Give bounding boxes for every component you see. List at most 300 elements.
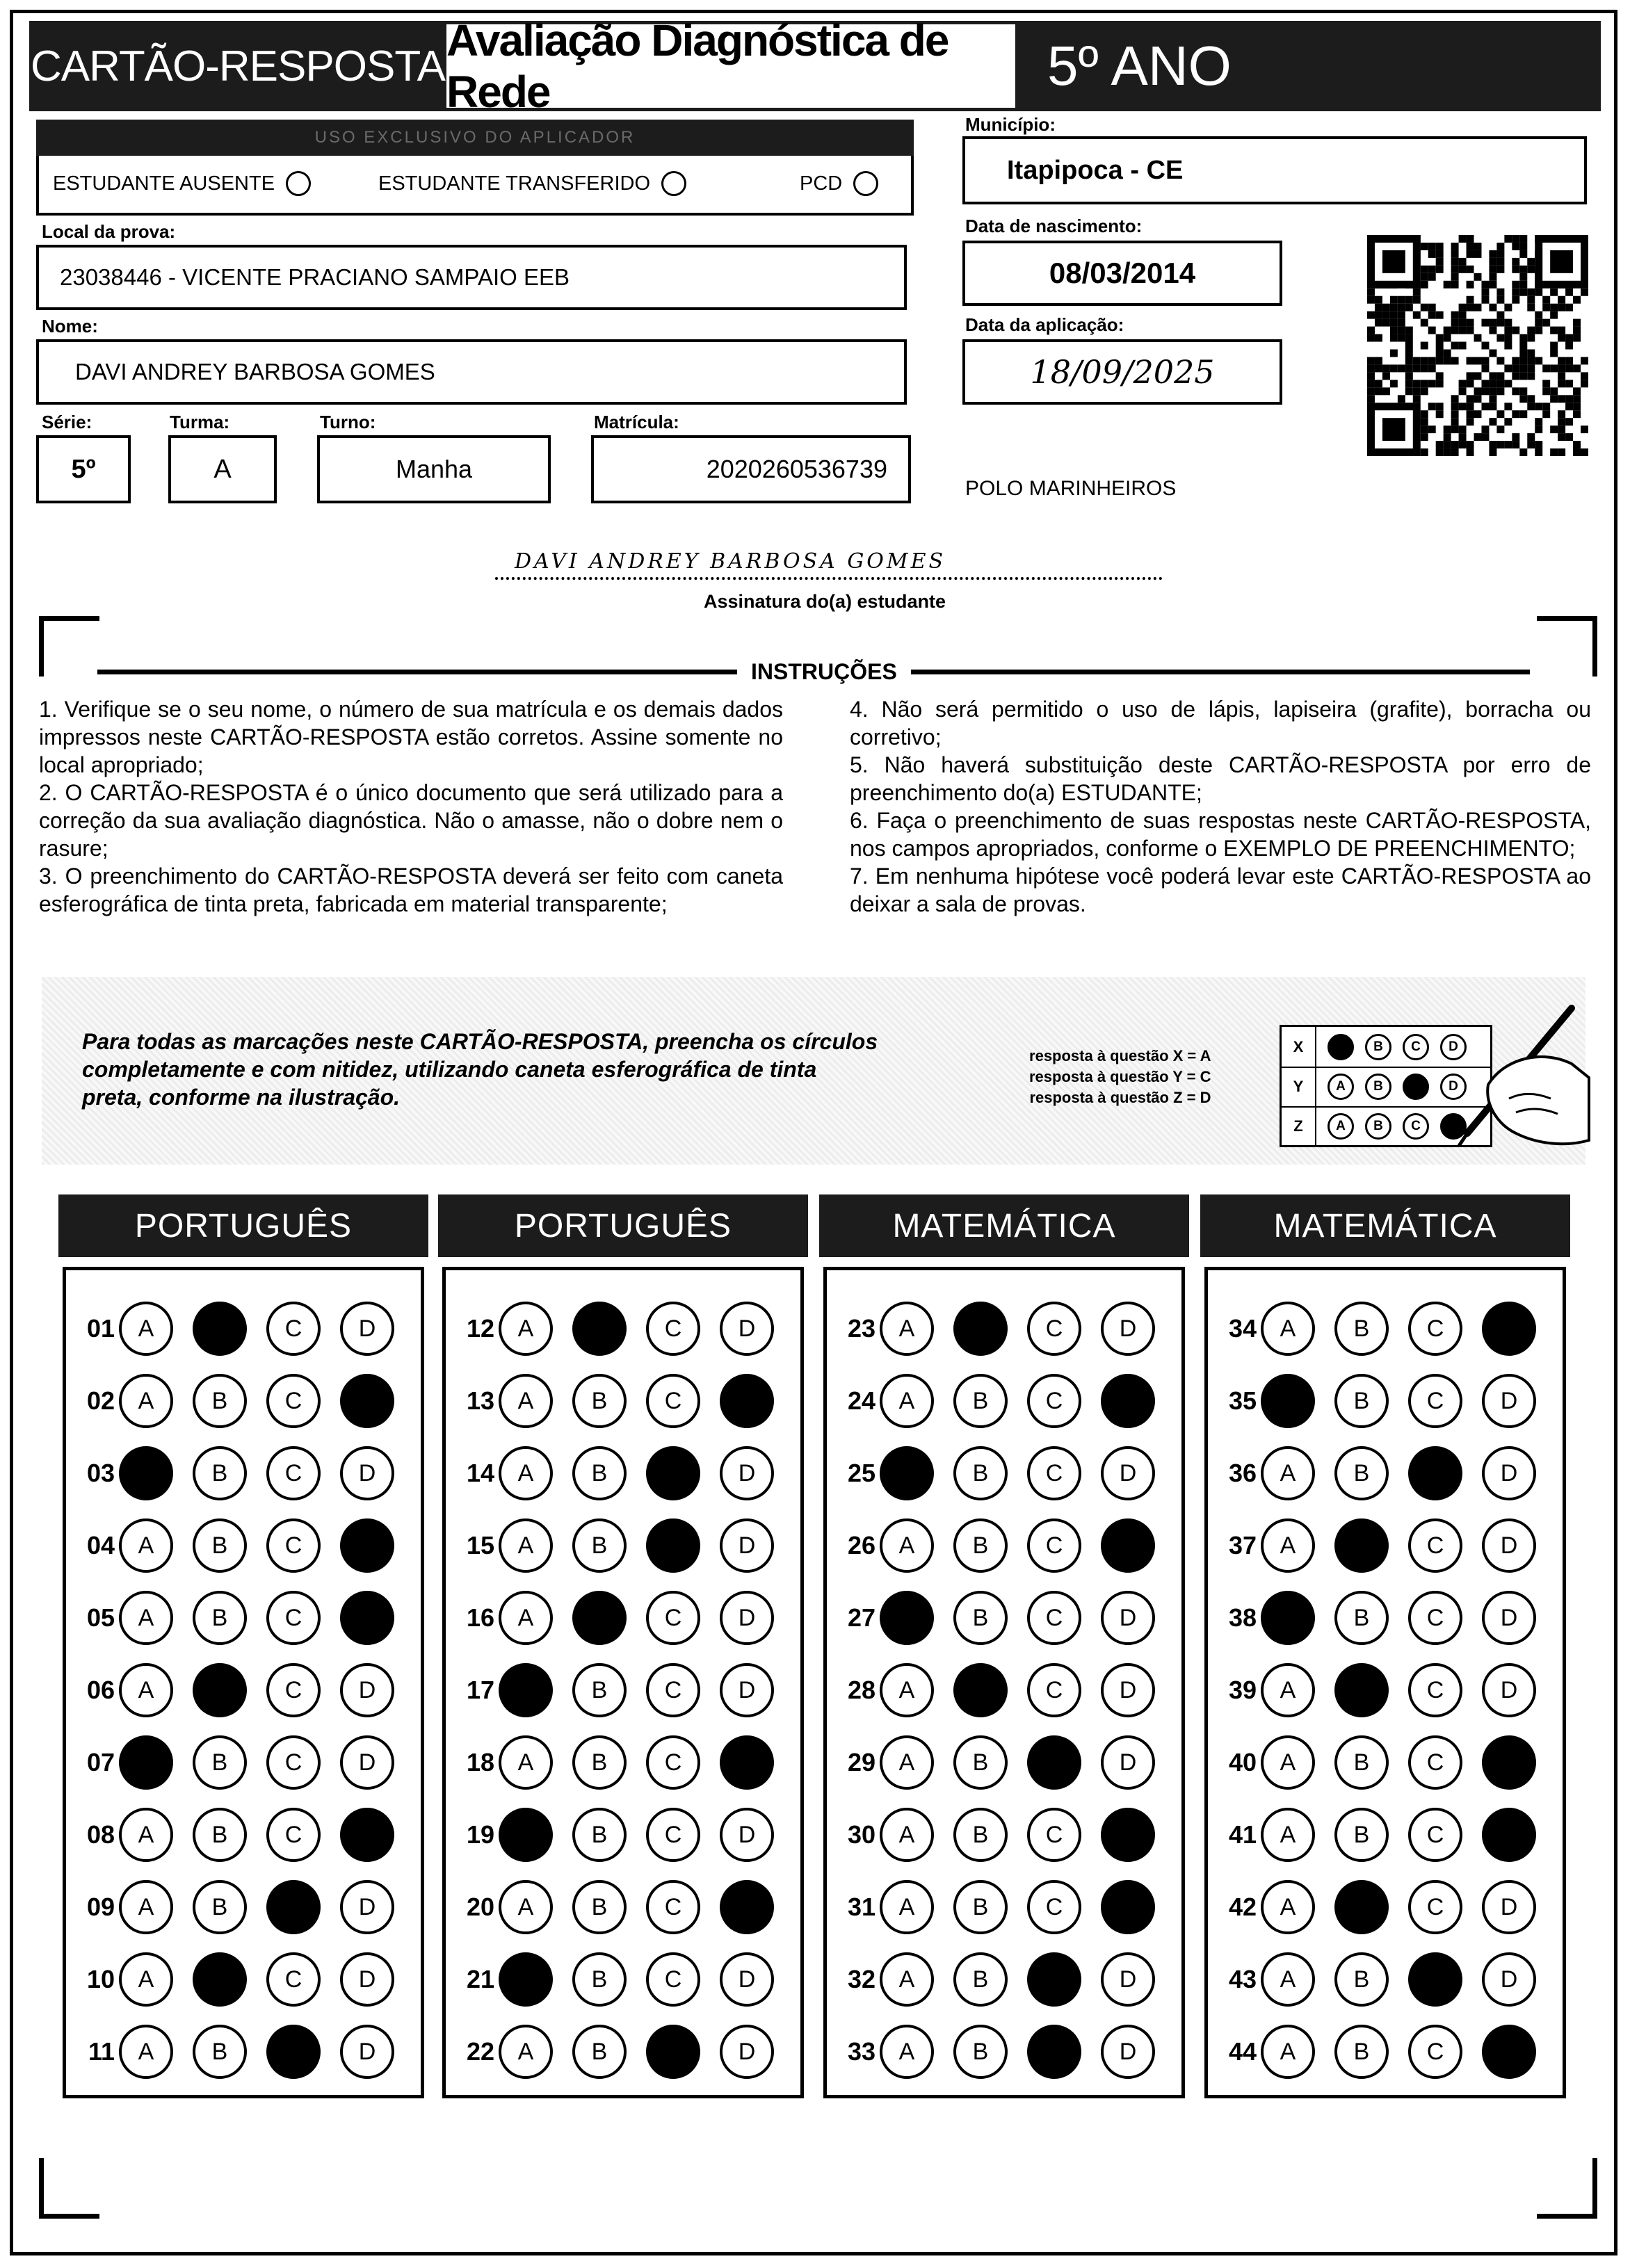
answer-bubble-b[interactable]: B <box>572 1446 627 1500</box>
answer-bubble-a[interactable]: A <box>1261 1446 1315 1500</box>
answer-bubble-d[interactable]: D <box>1101 1302 1155 1356</box>
answer-bubble-b[interactable]: B <box>1334 1446 1389 1500</box>
answer-bubble-c[interactable]: C <box>1027 1735 1081 1790</box>
answer-bubble-c[interactable]: C <box>646 2025 700 2079</box>
example-bubble: B <box>1365 1074 1391 1100</box>
question-row <box>1208 1439 1563 1508</box>
answer-bubble-a[interactable]: A <box>880 1952 934 2007</box>
header-grade: 5º ANO <box>1015 21 1601 111</box>
question-number: 05 <box>86 1603 115 1632</box>
instruction-item: 7. Em nenhuma hipótese você poderá levar este CARTÃO-RESPOSTA ao deixar a sala de provas. <box>850 864 1591 916</box>
answer-bubble-d[interactable]: D <box>720 1880 774 1934</box>
answer-bubble-d[interactable]: D <box>720 1808 774 1862</box>
answer-bubble-c[interactable]: C <box>1027 1808 1081 1862</box>
answer-bubble-c[interactable]: C <box>1408 1808 1462 1862</box>
aplicador-bar: USO EXCLUSIVO DO APLICADOR <box>36 120 914 156</box>
corner-mark-top-right <box>1537 616 1597 677</box>
question-number: 32 <box>847 1965 875 1993</box>
local-value: 23038446 - VICENTE PRACIANO SAMPAIO EEB <box>60 264 570 290</box>
question-row <box>446 1800 800 1870</box>
answer-bubble-b[interactable]: B <box>953 1663 1008 1717</box>
answer-bubble-b[interactable]: B <box>1334 1735 1389 1790</box>
answer-bubble-c[interactable]: C <box>646 1591 700 1645</box>
answer-bubble-a[interactable]: A <box>119 1518 173 1573</box>
answer-bubble-b[interactable]: B <box>953 1952 1008 2007</box>
local-field <box>36 245 907 310</box>
answer-bubble-c[interactable]: C <box>1408 1446 1462 1500</box>
answer-bubble-a[interactable]: A <box>880 1880 934 1934</box>
answer-bubble-d[interactable]: D <box>720 1663 774 1717</box>
answer-bubble-b[interactable]: B <box>193 1735 247 1790</box>
example-bubble: C <box>1403 1034 1429 1060</box>
question-number: 42 <box>1228 1893 1257 1921</box>
answer-bubble-b[interactable]: B <box>572 1374 627 1428</box>
answer-bubble-b[interactable]: B <box>572 1880 627 1934</box>
question-number: 12 <box>466 1314 494 1343</box>
answer-bubble-b[interactable]: B <box>572 1518 627 1573</box>
example-question-label: Y <box>1282 1067 1316 1106</box>
question-row <box>827 1655 1181 1725</box>
answer-bubble-c[interactable]: C <box>1408 1880 1462 1934</box>
answer-bubble-b[interactable]: B <box>1334 1952 1389 2007</box>
question-number: 41 <box>1228 1820 1257 1849</box>
question-row <box>66 1366 421 1436</box>
answer-bubble-c[interactable]: C <box>266 1374 321 1428</box>
answer-bubble-a[interactable]: A <box>1261 1591 1315 1645</box>
answer-bubble-c[interactable]: C <box>266 1663 321 1717</box>
answer-bubble-a[interactable]: A <box>499 1446 553 1500</box>
polo-label: POLO MARINHEIROS <box>965 477 1177 500</box>
answer-bubble-a[interactable]: A <box>499 1374 553 1428</box>
nascimento-field <box>962 241 1282 306</box>
answer-bubble-b[interactable]: B <box>953 1302 1008 1356</box>
answer-bubble-d[interactable]: D <box>340 1302 394 1356</box>
answer-bubble-c[interactable]: C <box>1408 1735 1462 1790</box>
answer-bubble-b[interactable]: B <box>193 1663 247 1717</box>
answer-bubble-c[interactable]: C <box>1408 1518 1462 1573</box>
example-question-label: Z <box>1282 1106 1316 1146</box>
question-number: 38 <box>1228 1603 1257 1632</box>
answer-bubble-d[interactable]: D <box>720 2025 774 2079</box>
question-number: 15 <box>466 1531 494 1560</box>
answer-bubble-a[interactable]: A <box>499 2025 553 2079</box>
answer-bubble-c[interactable]: C <box>646 1518 700 1573</box>
question-number: 40 <box>1228 1748 1257 1776</box>
question-number: 19 <box>466 1820 494 1849</box>
answer-bubble-a[interactable]: A <box>880 2025 934 2079</box>
example-legend-item: resposta à questão Z = D <box>1029 1089 1211 1106</box>
answer-bubble-a[interactable]: A <box>1261 1518 1315 1573</box>
answer-bubble-d[interactable]: D <box>1482 1808 1536 1862</box>
answer-bubble-a[interactable]: A <box>499 1808 553 1862</box>
question-number: 10 <box>86 1965 115 1993</box>
answer-bubble-d[interactable]: D <box>1101 2025 1155 2079</box>
question-row <box>1208 1583 1563 1653</box>
answer-bubble-a[interactable]: A <box>499 1302 553 1356</box>
answer-bubble-d[interactable]: D <box>1482 1735 1536 1790</box>
question-row <box>1208 1655 1563 1725</box>
header-card-title: CARTÃO-RESPOSTA <box>29 21 446 111</box>
answer-bubble-c[interactable]: C <box>1027 1952 1081 2007</box>
section-header: MATEMÁTICA <box>819 1194 1189 1257</box>
answer-bubble-b[interactable]: B <box>193 1518 247 1573</box>
instructions-right <box>850 695 1591 918</box>
answer-bubble-b[interactable]: B <box>572 1952 627 2007</box>
example-legend-item: resposta à questão Y = C <box>1029 1068 1211 1085</box>
answer-bubble-d[interactable]: D <box>340 1591 394 1645</box>
turma-label: Turma: <box>170 412 230 432</box>
question-row <box>66 1511 421 1580</box>
answer-bubble-b[interactable]: B <box>193 1952 247 2007</box>
answer-bubble-d[interactable]: D <box>1101 1808 1155 1862</box>
answer-bubble-b[interactable]: B <box>193 1880 247 1934</box>
answer-bubble-d[interactable]: D <box>720 1374 774 1428</box>
answer-bubble-d[interactable]: D <box>1101 1952 1155 2007</box>
answer-bubble-c[interactable]: C <box>646 1952 700 2007</box>
example-bubble: D <box>1440 1074 1467 1100</box>
circle-icon[interactable] <box>286 171 311 196</box>
answer-bubble-a[interactable]: A <box>880 1374 934 1428</box>
instruction-item: 4. Não será permitido o uso de lápis, lapiseira (grafite), borracha ou corretivo; <box>850 697 1591 750</box>
answer-bubble-c[interactable]: C <box>266 1880 321 1934</box>
nome-label: Nome: <box>42 316 98 337</box>
answer-bubble-a[interactable]: A <box>499 1735 553 1790</box>
answer-bubble-c[interactable]: C <box>266 1952 321 2007</box>
answer-bubble-d[interactable]: D <box>1101 1735 1155 1790</box>
signature-line <box>495 577 1163 580</box>
aplicacao-field <box>962 339 1282 405</box>
answer-bubble-a[interactable]: A <box>1261 1952 1315 2007</box>
answer-bubble-b[interactable]: B <box>572 1591 627 1645</box>
answer-bubble-d[interactable]: D <box>1101 1880 1155 1934</box>
answer-bubble-a[interactable]: A <box>1261 1735 1315 1790</box>
answer-bubble-a[interactable]: A <box>119 1591 173 1645</box>
instruction-item: 6. Faça o preenchimento de suas respostas neste CARTÃO-RESPOSTA, nos campos apropriados, conforme o EXEMPLO DE PREENCHIMENTO; <box>850 808 1591 861</box>
question-row <box>827 1583 1181 1653</box>
answer-bubble-d[interactable]: D <box>720 1591 774 1645</box>
answer-bubble-a[interactable]: A <box>119 1302 173 1356</box>
answer-bubble-d[interactable]: D <box>1482 1374 1536 1428</box>
answer-bubble-c[interactable]: C <box>266 1735 321 1790</box>
answer-bubble-d[interactable]: D <box>340 1735 394 1790</box>
answer-bubble-d[interactable]: D <box>340 1808 394 1862</box>
question-number: 25 <box>847 1459 875 1487</box>
answer-bubble-c[interactable]: C <box>1027 1880 1081 1934</box>
answer-bubble-c[interactable]: C <box>1027 1663 1081 1717</box>
answer-bubble-c[interactable]: C <box>266 1518 321 1573</box>
option-pcd[interactable] <box>800 171 878 196</box>
question-row <box>446 1945 800 2014</box>
question-number: 09 <box>86 1893 115 1921</box>
answer-bubble-d[interactable]: D <box>340 1446 394 1500</box>
qr-code-icon <box>1367 235 1588 456</box>
answer-bubble-a[interactable]: A <box>1261 1663 1315 1717</box>
question-number: 30 <box>847 1820 875 1849</box>
example-bubble: A <box>1328 1113 1354 1140</box>
answer-bubble-b[interactable]: B <box>572 1735 627 1790</box>
answer-bubble-b[interactable]: B <box>953 2025 1008 2079</box>
local-label: Local da prova: <box>42 221 176 242</box>
question-row <box>446 1728 800 1797</box>
question-row <box>446 1366 800 1436</box>
answer-bubble-d[interactable]: D <box>340 1374 394 1428</box>
answer-bubble-a[interactable]: A <box>119 1735 173 1790</box>
question-number: 28 <box>847 1676 875 1704</box>
option-label: PCD <box>800 172 843 195</box>
answer-bubble-b[interactable]: B <box>953 1374 1008 1428</box>
answer-bubble-a[interactable]: A <box>880 1663 934 1717</box>
answer-bubble-c[interactable]: C <box>1027 1302 1081 1356</box>
answer-bubble-c[interactable]: C <box>266 1808 321 1862</box>
instruction-item: 1. Verifique se o seu nome, o número de sua matrícula e os demais dados impressos neste CARTÃO-RESPOSTA estão corretos. Assine somente no local apropriado; <box>39 697 783 777</box>
answer-bubble-b[interactable]: B <box>953 1446 1008 1500</box>
question-number: 07 <box>86 1748 115 1776</box>
answer-bubble-a[interactable]: A <box>880 1518 934 1573</box>
answer-bubble-b[interactable]: B <box>953 1808 1008 1862</box>
answer-bubble-c[interactable]: C <box>646 1735 700 1790</box>
matricula-value: 2020260536739 <box>706 455 887 483</box>
answer-bubble-b[interactable]: B <box>572 1663 627 1717</box>
answer-bubble-b[interactable]: B <box>193 1446 247 1500</box>
answer-bubble-b[interactable]: B <box>193 1808 247 1862</box>
question-row <box>827 1872 1181 1942</box>
option-estudante-ausente[interactable] <box>53 171 311 196</box>
instruction-item: 3. O preenchimento do CARTÃO-RESPOSTA deverá ser feito com caneta esferográfica de tinta preta, fabricada em material transparente; <box>39 864 783 916</box>
example-question-label: X <box>1282 1027 1316 1067</box>
answer-bubble-d[interactable]: D <box>1101 1663 1155 1717</box>
answer-bubble-d[interactable]: D <box>340 1663 394 1717</box>
question-row <box>1208 1294 1563 1363</box>
question-row <box>1208 1945 1563 2014</box>
matricula-label: Matrícula: <box>594 412 679 432</box>
answer-bubble-a[interactable]: A <box>880 1735 934 1790</box>
question-row <box>827 1728 1181 1797</box>
answer-bubble-c[interactable]: C <box>646 1808 700 1862</box>
answer-bubble-a[interactable]: A <box>119 1808 173 1862</box>
question-row <box>1208 1800 1563 1870</box>
answer-bubble-d[interactable]: D <box>720 1446 774 1500</box>
answer-bubble-a[interactable]: A <box>1261 1880 1315 1934</box>
question-row <box>827 1511 1181 1580</box>
question-number: 31 <box>847 1893 875 1921</box>
corner-mark-bottom-right <box>1537 2158 1597 2219</box>
answer-bubble-a[interactable]: A <box>1261 1374 1315 1428</box>
question-row <box>827 1439 1181 1508</box>
question-row <box>66 1655 421 1725</box>
answer-bubble-b[interactable]: B <box>572 1808 627 1862</box>
answer-bubble-d[interactable]: D <box>720 1518 774 1573</box>
question-row <box>827 1945 1181 2014</box>
answer-bubble-b[interactable]: B <box>1334 2025 1389 2079</box>
municipio-field <box>962 136 1587 204</box>
answer-bubble-c[interactable]: C <box>646 1880 700 1934</box>
answer-bubble-a[interactable]: A <box>499 1518 553 1573</box>
instruction-item: 2. O CARTÃO-RESPOSTA é o único documento que será utilizado para a correção da sua avaliação diagnóstica. Não o amasse, não o dobre nem o rasure; <box>39 780 783 861</box>
signature-label: Assinatura do(a) estudante <box>704 591 946 612</box>
question-row <box>827 1366 1181 1436</box>
serie-label: Série: <box>42 412 92 432</box>
option-estudante-transferido[interactable] <box>378 171 686 196</box>
answer-bubble-a[interactable]: A <box>119 1880 173 1934</box>
answer-bubble-a[interactable]: A <box>880 1446 934 1500</box>
answer-bubble-c[interactable]: C <box>266 1591 321 1645</box>
question-row <box>446 1294 800 1363</box>
answer-bubble-b[interactable]: B <box>572 1302 627 1356</box>
instruction-item: 5. Não haverá substituição deste CARTÃO-RESPOSTA por erro de preenchimento do(a) ESTUDANTE; <box>850 752 1591 805</box>
answer-bubble-d[interactable]: D <box>340 1880 394 1934</box>
serie-value: 5º <box>71 454 96 484</box>
answer-bubble-d[interactable]: D <box>1101 1591 1155 1645</box>
question-row <box>446 1583 800 1653</box>
question-number: 17 <box>466 1676 494 1704</box>
answer-bubble-d[interactable]: D <box>1482 1446 1536 1500</box>
option-label: ESTUDANTE TRANSFERIDO <box>378 172 651 195</box>
answer-bubble-b[interactable]: B <box>193 1591 247 1645</box>
answer-bubble-d[interactable]: D <box>720 1735 774 1790</box>
answer-bubble-a[interactable]: A <box>119 1663 173 1717</box>
corner-mark-top-left <box>39 616 99 677</box>
section-header: PORTUGUÊS <box>438 1194 808 1257</box>
answer-bubble-c[interactable]: C <box>1027 1374 1081 1428</box>
question-number: 08 <box>86 1820 115 1849</box>
answer-bubble-b[interactable]: B <box>1334 1302 1389 1356</box>
question-row <box>446 1439 800 1508</box>
answer-bubble-a[interactable]: A <box>499 1591 553 1645</box>
answer-bubble-b[interactable]: B <box>953 1518 1008 1573</box>
answer-bubble-c[interactable]: C <box>1408 1952 1462 2007</box>
example-bubble: D <box>1440 1113 1467 1140</box>
question-number: 29 <box>847 1748 875 1776</box>
answer-bubble-d[interactable]: D <box>340 1952 394 2007</box>
answer-bubble-c[interactable]: C <box>1408 1374 1462 1428</box>
example-bubble: A <box>1328 1034 1354 1060</box>
answer-bubble-a[interactable]: A <box>119 1374 173 1428</box>
answer-block <box>63 1267 424 2098</box>
answer-bubble-c[interactable]: C <box>1408 1302 1462 1356</box>
answer-bubble-a[interactable]: A <box>1261 2025 1315 2079</box>
answer-bubble-d[interactable]: D <box>1482 1880 1536 1934</box>
answer-bubble-c[interactable]: C <box>266 2025 321 2079</box>
instructions-left <box>39 695 783 918</box>
answer-bubble-c[interactable]: C <box>1027 1591 1081 1645</box>
answer-bubble-a[interactable]: A <box>119 1446 173 1500</box>
answer-bubble-c[interactable]: C <box>646 1663 700 1717</box>
answer-bubble-d[interactable]: D <box>1482 1663 1536 1717</box>
question-number: 26 <box>847 1531 875 1560</box>
answer-bubble-d[interactable]: D <box>720 1952 774 2007</box>
answer-bubble-b[interactable]: B <box>193 1302 247 1356</box>
answer-bubble-b[interactable]: B <box>1334 1591 1389 1645</box>
answer-bubble-c[interactable]: C <box>646 1302 700 1356</box>
answer-bubble-b[interactable]: B <box>1334 1880 1389 1934</box>
answer-bubble-b[interactable]: B <box>1334 1518 1389 1573</box>
answer-bubble-a[interactable]: A <box>880 1302 934 1356</box>
nascimento-value: 08/03/2014 <box>1049 257 1196 289</box>
answer-bubble-c[interactable]: C <box>1027 2025 1081 2079</box>
answer-bubble-c[interactable]: C <box>1408 1663 1462 1717</box>
answer-bubble-b[interactable]: B <box>953 1591 1008 1645</box>
answer-bubble-d[interactable]: D <box>1101 1446 1155 1500</box>
question-row <box>827 1800 1181 1870</box>
answer-bubble-b[interactable]: B <box>1334 1374 1389 1428</box>
answer-bubble-a[interactable]: A <box>499 1880 553 1934</box>
question-number: 22 <box>466 2037 494 2066</box>
answer-bubble-a[interactable]: A <box>880 1808 934 1862</box>
answer-bubble-b[interactable]: B <box>953 1880 1008 1934</box>
answer-bubble-b[interactable]: B <box>1334 1808 1389 1862</box>
municipio-value: Itapipoca - CE <box>1007 155 1184 185</box>
question-number: 43 <box>1228 1965 1257 1993</box>
answer-bubble-c[interactable]: C <box>1027 1446 1081 1500</box>
answer-bubble-a[interactable]: A <box>119 2025 173 2079</box>
serie-field <box>36 435 131 503</box>
answer-bubble-d[interactable]: D <box>1482 2025 1536 2079</box>
section-header: PORTUGUÊS <box>58 1194 428 1257</box>
answer-bubble-d[interactable]: D <box>1482 1591 1536 1645</box>
answer-bubble-d[interactable]: D <box>720 1302 774 1356</box>
answer-bubble-a[interactable]: A <box>499 1663 553 1717</box>
question-row <box>446 1872 800 1942</box>
nome-field <box>36 339 907 405</box>
circle-icon[interactable] <box>853 171 878 196</box>
answer-bubble-a[interactable]: A <box>119 1952 173 2007</box>
question-row <box>66 2017 421 2087</box>
turma-value: A <box>213 454 232 484</box>
answer-bubble-c[interactable]: C <box>266 1302 321 1356</box>
answer-bubble-a[interactable]: A <box>1261 1808 1315 1862</box>
question-number: 06 <box>86 1676 115 1704</box>
answer-bubble-c[interactable]: C <box>266 1446 321 1500</box>
example-bubble: B <box>1365 1034 1391 1060</box>
question-row <box>827 2017 1181 2087</box>
answer-bubble-b[interactable]: B <box>193 2025 247 2079</box>
answer-bubble-d[interactable]: D <box>1482 1518 1536 1573</box>
example-legend <box>1029 1046 1211 1108</box>
answer-bubble-b[interactable]: B <box>953 1735 1008 1790</box>
turno-value: Manha <box>395 455 473 483</box>
question-row <box>446 1511 800 1580</box>
answer-bubble-a[interactable]: A <box>499 1952 553 2007</box>
answer-bubble-b[interactable]: B <box>193 1374 247 1428</box>
question-number: 18 <box>466 1748 494 1776</box>
answer-bubble-b[interactable]: B <box>572 2025 627 2079</box>
answer-bubble-d[interactable]: D <box>1101 1374 1155 1428</box>
answer-bubble-d[interactable]: D <box>340 1518 394 1573</box>
example-legend-item: resposta à questão X = A <box>1029 1047 1211 1064</box>
answer-bubble-d[interactable]: D <box>340 2025 394 2079</box>
question-number: 01 <box>86 1314 115 1343</box>
question-number: 03 <box>86 1459 115 1487</box>
aplicacao-value: 18/09/2025 <box>1030 353 1215 391</box>
answer-bubble-c[interactable]: C <box>646 1374 700 1428</box>
answer-bubble-c[interactable]: C <box>1027 1518 1081 1573</box>
answer-bubble-d[interactable]: D <box>1101 1518 1155 1573</box>
question-number: 36 <box>1228 1459 1257 1487</box>
question-number: 16 <box>466 1603 494 1632</box>
answer-block <box>1204 1267 1566 2098</box>
answer-bubble-c[interactable]: C <box>1408 2025 1462 2079</box>
question-row <box>1208 1366 1563 1436</box>
question-number: 27 <box>847 1603 875 1632</box>
answer-bubble-a[interactable]: A <box>1261 1302 1315 1356</box>
answer-bubble-b[interactable]: B <box>1334 1663 1389 1717</box>
answer-bubble-d[interactable]: D <box>1482 1302 1536 1356</box>
answer-bubble-a[interactable]: A <box>880 1591 934 1645</box>
answer-bubble-c[interactable]: C <box>646 1446 700 1500</box>
circle-icon[interactable] <box>661 171 686 196</box>
answer-bubble-d[interactable]: D <box>1482 1952 1536 2007</box>
answer-bubble-c[interactable]: C <box>1408 1591 1462 1645</box>
